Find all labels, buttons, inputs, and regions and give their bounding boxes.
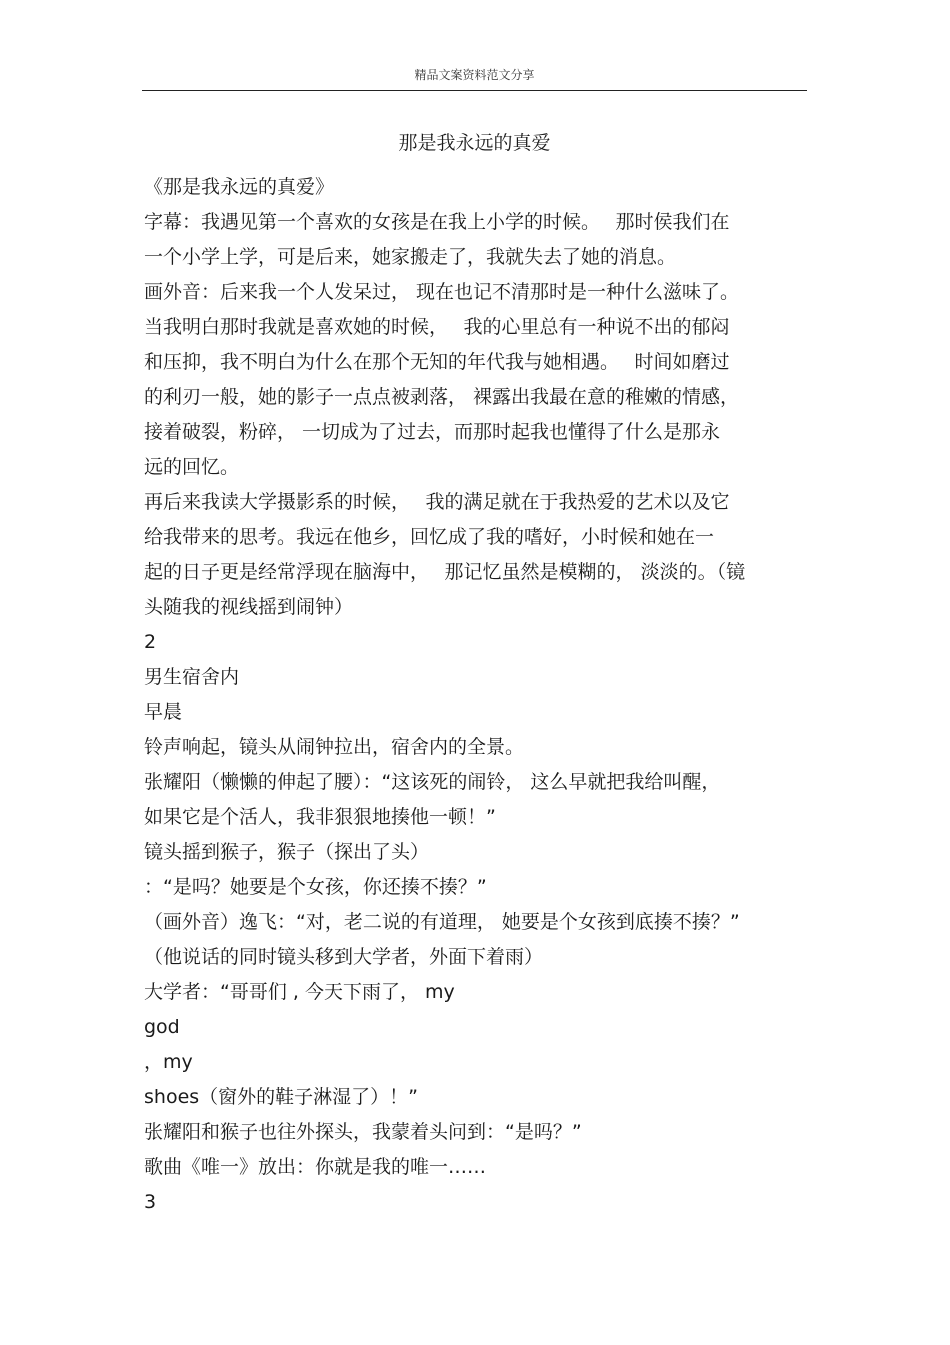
text-line: 《那是我永远的真爱》 (144, 176, 335, 198)
text-line: ：“是吗？她要是个女孩，你还揍不揍？” (144, 876, 487, 898)
text-line: 张耀阳（懒懒的伸起了腰）：“这该死的闹铃， 这么早就把我给叫醒， (144, 771, 721, 793)
text-line: god (144, 1016, 180, 1038)
scene-number: 2 (144, 631, 157, 653)
document-body (144, 170, 809, 1220)
header-divider (142, 90, 807, 91)
text-line: 接着破裂，粉碎， 一切成为了过去，而那时起我也懂得了什么是那永 (144, 421, 721, 443)
text-line: 男生宿舍内 (144, 666, 240, 688)
text-line: 大学者：“哥哥们 , 今天下雨了， my (144, 981, 455, 1003)
text-line: 镜头摇到猴子，猴子（探出了头） (144, 841, 430, 863)
text-line: 远的回忆。 (144, 456, 240, 478)
text-line: 的利刃一般，她的影子一点点被剥落， 裸露出我最在意的稚嫩的情感， (144, 386, 740, 408)
text-line: 一个小学上学，可是后来，她家搬走了，我就失去了她的消息。 (144, 246, 677, 268)
text-line: （画外音）逸飞：“对，老二说的有道理， 她要是个女孩到底揍不揍？” (144, 911, 740, 933)
text-line: 早晨 (144, 701, 183, 723)
text-line: 张耀阳和猴子也往外探头，我蒙着头问到：“是吗？” (144, 1121, 582, 1143)
text-line: 再后来我读大学摄影系的时候， 我的满足就在于我热爱的艺术以及它 (144, 491, 730, 513)
text-line: 起的日子更是经常浮现在脑海中， 那记忆虽然是模糊的， 淡淡的。（镜 (144, 561, 746, 583)
text-line: 当我明白那时我就是喜欢她的时候， 我的心里总有一种说不出的郁闷 (144, 316, 730, 338)
text-line: 如果它是个活人，我非狠狠地揍他一顿！” (144, 806, 496, 828)
scene-number: 3 (144, 1191, 157, 1213)
text-line: 铃声响起，镜头从闹钟拉出，宿舍内的全景。 (144, 736, 525, 758)
document-title: 那是我永远的真爱 (398, 132, 551, 154)
text-line: （他说话的同时镜头移到大学者，外面下着雨） (144, 946, 544, 968)
text-line: shoes（窗外的鞋子淋湿了）！” (144, 1086, 418, 1108)
text-line: 歌曲《唯一》放出：你就是我的唯一…… (144, 1156, 487, 1178)
text-line: 字幕：我遇见第一个喜欢的女孩是在我上小学的时候。 那时侯我们在 (144, 211, 730, 233)
text-line: 给我带来的思考。我远在他乡，回忆成了我的嗜好，小时候和她在一 (144, 526, 715, 548)
text-line: ，my (144, 1051, 193, 1073)
page-header: 精品文案资料范文分享 (414, 68, 535, 82)
text-line: 和压抑，我不明白为什么在那个无知的年代我与她相遇。 时间如磨过 (144, 351, 730, 373)
text-line: 头随我的视线摇到闹钟） (144, 596, 354, 618)
text-line: 画外音：后来我一个人发呆过， 现在也记不清那时是一种什么滋味了。 (144, 281, 740, 303)
